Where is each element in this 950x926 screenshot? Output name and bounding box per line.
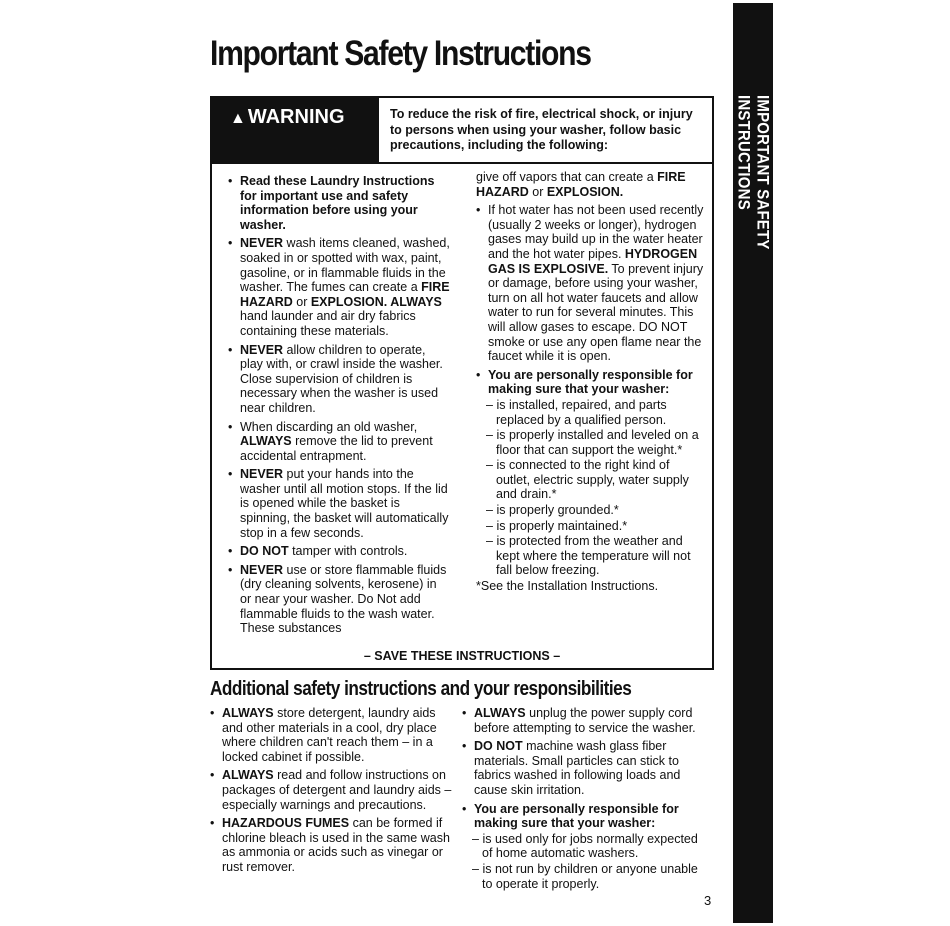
sub-item: – is used only for jobs normally expected of home automatic washers.: [472, 831, 698, 861]
bullet-icon: •: [228, 419, 233, 434]
list-item: • NEVER put your hands into the washer until all motion stops. If the lid is opened while the basket is spinning, the basket will automatically stop in a few seconds.: [228, 467, 449, 540]
bullet-icon: •: [210, 816, 215, 831]
list-item: • If hot water has not been used recently (usually 2 weeks or longer), hydrogen gases may build up in the water heater and the hot water pipes. HYDROGEN GAS IS EXPLOSIVE. To prevent injury or damage, before using your washer, turn on all hot water faucets and allow water to run for several minutes. This will allow gases to escape. DO NOT smoke or use any open flame near the faucet while it is open.: [476, 203, 704, 364]
sub-item: – is properly maintained.*: [486, 518, 628, 533]
list-item: • Read these Laundry Instructions for important use and safety information before using your washer.: [228, 174, 435, 232]
sub-item: – is protected from the weather and kept where the temperature will not fall below freezing.: [486, 534, 691, 578]
list-item: • You are personally responsible for making sure that your washer:: [462, 801, 679, 831]
bullet-icon: •: [476, 367, 481, 382]
right-column: [476, 170, 704, 598]
footnote: *See the Installation Instructions.: [476, 579, 659, 594]
warning-label: WARNING: [247, 106, 345, 128]
list-item: • NEVER allow children to operate, play with, or crawl inside the washer. Close supervision of children is necessary when the washer is used near children.: [228, 342, 443, 415]
page-number: 3: [704, 893, 712, 908]
left-column: [228, 174, 450, 640]
bullet-icon: •: [462, 739, 467, 754]
bullet-icon: •: [228, 236, 233, 251]
bullet-icon: •: [228, 174, 233, 188]
save-instructions: – SAVE THESE INSTRUCTIONS –: [363, 649, 561, 663]
list-item: • NEVER wash items cleaned, washed, soaked in or spotted with wax, paint, gasoline, or in flammable fluids in the washer. The fumes can create a FIRE HAZARD or EXPLOSION. ALWAYS hand launder and air dry fabrics containing these materials.: [228, 236, 450, 338]
sub-item: – is installed, repaired, and parts replaced by a qualified person.: [486, 397, 667, 427]
bullet-icon: •: [228, 467, 233, 482]
warning-box: [210, 96, 714, 670]
sub-item: – is connected to the right kind of outlet, electric supply, water supply and drain.*: [486, 458, 689, 502]
list-item: • DO NOT machine wash glass fiber materials. Small particles can stick to fabrics washed in following loads and cause skin irritation.: [462, 739, 681, 797]
bullet-icon: •: [228, 544, 233, 559]
bullet-icon: •: [462, 801, 467, 816]
additional-left-column: [210, 706, 455, 879]
list-item: • When discarding an old washer, ALWAYS remove the lid to prevent accidental entrapment.: [228, 419, 433, 463]
sidebar-label: IMPORTANT SAFETY INSTRUCTIONS: [734, 95, 772, 250]
sub-item: – is properly installed and leveled on a floor that can support the weight.*: [486, 428, 699, 457]
warning-triangle-icon: ▲: [230, 110, 246, 127]
bullet-icon: •: [228, 342, 233, 357]
warning-text: To reduce the risk of fire, electrical shock, or injury to persons when using your washer, follow basic precautions, including the following:: [390, 107, 693, 152]
warning-header: [212, 98, 379, 162]
bullet-icon: •: [228, 562, 233, 577]
list-item: • HAZARDOUS FUMES can be formed if chlorine bleach is used in the same wash as ammonia or acids such as vinegar or rust remover.: [210, 816, 450, 874]
list-item: • NEVER use or store flammable fluids (dry cleaning solvents, kerosene) in or near your washer. Do Not add flammable fluids to the wash water. These substances: [228, 562, 447, 636]
list-item: give off vapors that can create a FIRE HAZARD or EXPLOSION.: [476, 170, 686, 199]
page-title: Important Safety Instructions: [210, 34, 591, 73]
bullet-icon: •: [476, 203, 481, 218]
sub-item: – is properly grounded.*: [486, 503, 619, 518]
list-item: • You are personally responsible for making sure that your washer:: [476, 367, 693, 397]
list-item: • DO NOT tamper with controls.: [228, 544, 408, 559]
list-item: • ALWAYS read and follow instructions on packages of detergent and laundry aids – especially warnings and precautions.: [210, 768, 452, 812]
section-title: Additional safety instructions and your responsibilities: [210, 678, 632, 700]
list-item: • ALWAYS unplug the power supply cord before attempting to service the washer.: [462, 706, 696, 735]
bullet-icon: •: [210, 706, 215, 720]
bullet-icon: •: [462, 706, 467, 720]
list-item: • ALWAYS store detergent, laundry aids and other materials in a cool, dry place where children can't reach them – in a locked cabinet if possible.: [210, 706, 437, 764]
sub-item: – is not run by children or anyone unable to operate it properly.: [472, 861, 698, 891]
bullet-icon: •: [210, 768, 215, 783]
divider: [212, 162, 712, 164]
additional-right-column: [462, 706, 707, 892]
